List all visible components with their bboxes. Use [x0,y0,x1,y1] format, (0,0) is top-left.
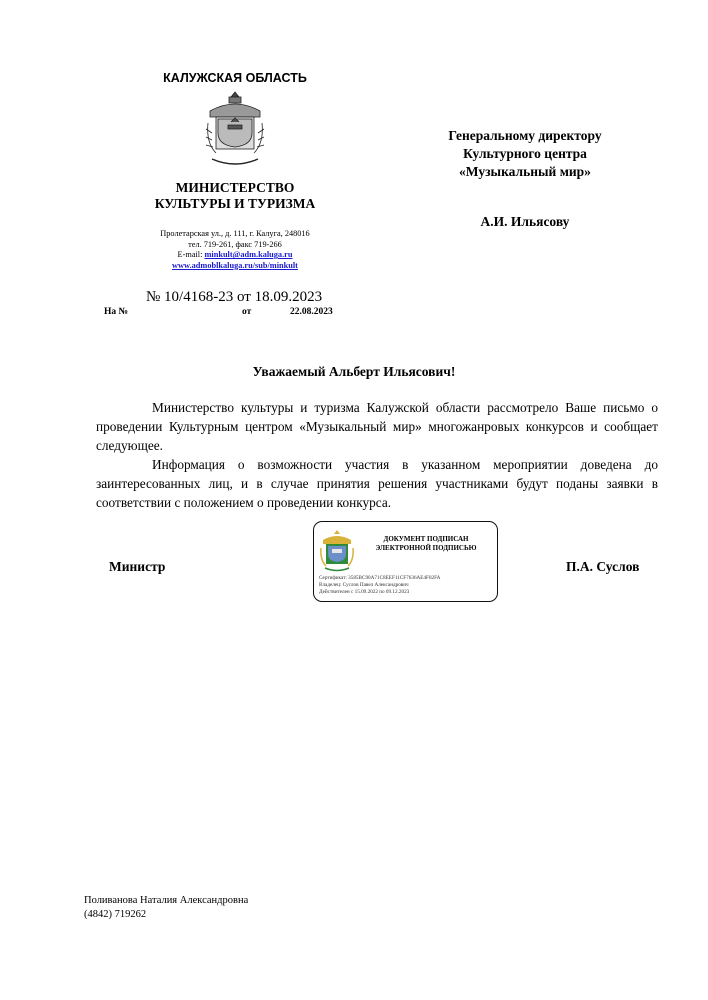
letter-body [96,398,658,512]
website-link[interactable]: www.admoblkaluga.ru/sub/minkult [172,260,298,270]
reference-line [104,307,344,319]
validity-line: Действителен с 15.09.2022 по 09.12.2023 [319,589,410,595]
executor-phone: (4842) 719262 [84,909,147,920]
addressee-line1: Генеральному директору [448,128,602,143]
executor-name: Поливанова Наталия Александровна [84,895,249,906]
address-line: Пролетарская ул., д. 111, г. Калуга, 248016 [160,229,310,238]
paragraph: Информация о возможности участия в указанном мероприятии доведена до заинтересованных лиц, и в случае принятия решения участниками будут поданы заявки в соответствии с положением о проведении конкурса. [96,457,658,510]
e-signature-stamp [313,521,498,602]
outgoing-number: № 10/4168-23 от 18.09.2023 [146,289,323,305]
ministry-name-line1: МИНИСТЕРСТВО [175,180,295,195]
stamp-title [356,535,496,553]
addressee-block [420,127,630,181]
executor-block [84,894,248,922]
emblem-icon [319,528,355,572]
ministry-name-line2: КУЛЬТУРЫ И ТУРИЗМА [154,196,316,211]
reference-number-label: На № [104,307,129,317]
email-label: E-mail: [177,250,203,260]
coat-of-arms-icon [204,89,266,169]
owner-line: Владелец: Суслов Павел Александрович [319,582,409,588]
signatory-name: П.А. Суслов [566,559,640,574]
stamp-title-line1: ДОКУМЕНТ ПОДПИСАН [383,535,469,543]
email-link[interactable]: minkult@adm.kaluga.ru [204,250,293,260]
salutation: Уважаемый Альберт Ильясович! [252,364,456,379]
reference-from-label: от [242,307,252,317]
stamp-title-line2: ЭЛЕКТРОННОЙ ПОДПИСЬЮ [375,544,477,552]
contact-block [120,229,350,271]
signatory-title: Министр [109,559,166,574]
phone-line: тел. 719-261, факс 719-266 [188,239,282,249]
ministry-name [120,180,350,212]
addressee-name: А.И. Ильясову [480,214,570,229]
addressee-line3: «Музыкальный мир» [459,164,591,179]
addressee-line2: Культурного центра [463,146,587,161]
paragraph: Министерство культуры и туризма Калужской области рассмотрело Ваше письмо о проведении Культурным центром «Музыкальный мир» многожанровых конкурсов и сообщает следующее. [96,400,658,453]
reference-date: 22.08.2023 [290,307,333,317]
region-heading: КАЛУЖСКАЯ ОБЛАСТЬ [163,71,307,85]
email-line [120,250,350,261]
stamp-details [319,575,497,596]
certificate-line: Сертификат: 3585BC90A71C8EEF11CF7636AE4F82FA [319,575,441,581]
